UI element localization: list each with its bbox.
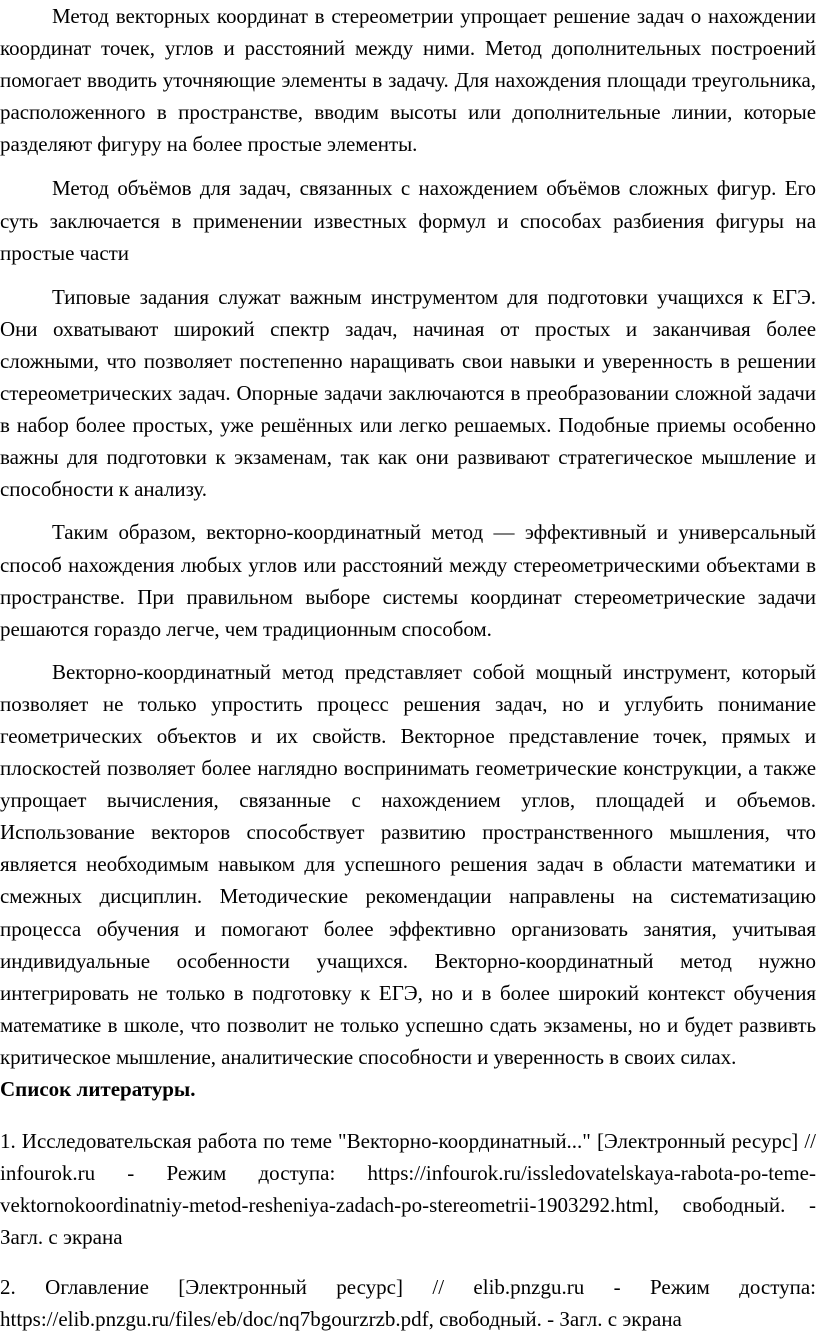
paragraph-conclusion: Таким образом, векторно-координатный метод — эффективный и универсальный способ нахождения любых углов или расстояний между стереометрическими объектами в пространстве. При правильном выборе системы координат стереометрические задачи решаются гораздо легче, чем традиционным способом. <box>0 520 816 641</box>
reference-item-2: 2. Оглавление [Электронный ресурс] // elib.pnzgu.ru - Режим доступа: https://elib.pnzgu.ru/files/eb/doc/nq7bgourzrzb.pdf, свободный. - Загл. с экрана <box>0 1275 816 1332</box>
references-heading: Список литературы. <box>0 1077 196 1101</box>
paragraph-typical-tasks: Типовые задания служат важным инструментом для подготовки учащихся к ЕГЭ. Они охватывают широкий спектр задач, начиная от простых и заканчивая более сложными, что позволяет постепенно наращивать свои навыки и уверенность в решении стереометрических задач. Опорные задачи заключаются в преобразовании сложной задачи в набор более простых, уже решённых или легко решаемых. Подобные приемы особенно важны для подготовки к экзаменам, так как они развивают стратегическое мышление и способности к анализу. <box>0 284 816 502</box>
paragraph-vector-method-summary: Векторно-координатный метод представляет собой мощный инструмент, который позволяет не только упростить процесс решения задач, но и углубить понимание геометрических объектов и их свойств. Векторное представление точек, прямых и плоскостей позволяет более наглядно воспринимать геометрические конструкции, а также упрощает вычисления, связанные с нахождением углов, площадей и объемов. Использование векторов способствует развитию пространственного мышления, что является необходимым навыком для успешного решения задач в области математики и смежных дисциплин. Методические рекомендации направлены на систематизацию процесса обучения и помогают более эффективно организовать занятия, учитывая индивидуальные особенности учащихся. Векторно-координатный метод нужно интегрировать не только в подготовку к ЕГЭ, но и в более широкий контекст обучения математике в школе, что позволит не только успешно сдать экзамены, но и будет развивть критическое мышление, аналитические способности и уверенность в своих силах. <box>0 659 816 1069</box>
reference-item-1: 1. Исследовательская работа по теме "Векторно-координатный..." [Электронный ресурс] // infourok.ru - Режим доступа: https://infourok.ru/issledovatelskaya-rabota-po-teme-vektornokoordinatniy-metod-resheniya-zadach-po-stereometrii-1903292.html, свободный. - Загл. с экрана <box>0 1129 816 1250</box>
paragraph-volume-method: Метод объёмов для задач, связанных с нахождением объёмов сложных фигур. Его суть заключается в применении известных формул и способах разбиения фигуры на простые части <box>0 176 816 265</box>
paragraph-vector-coordinates: Метод векторных координат в стереометрии упрощает решение задач о нахождении координат точек, углов и расстояний между ними. Метод дополнительных построений помогает вводить уточняющие элементы в задачу. Для нахождения площади треугольника, расположенного в пространстве, вводим высоты или дополнительные линии, которые разделяют фигуру на более простые элементы. <box>0 4 816 157</box>
